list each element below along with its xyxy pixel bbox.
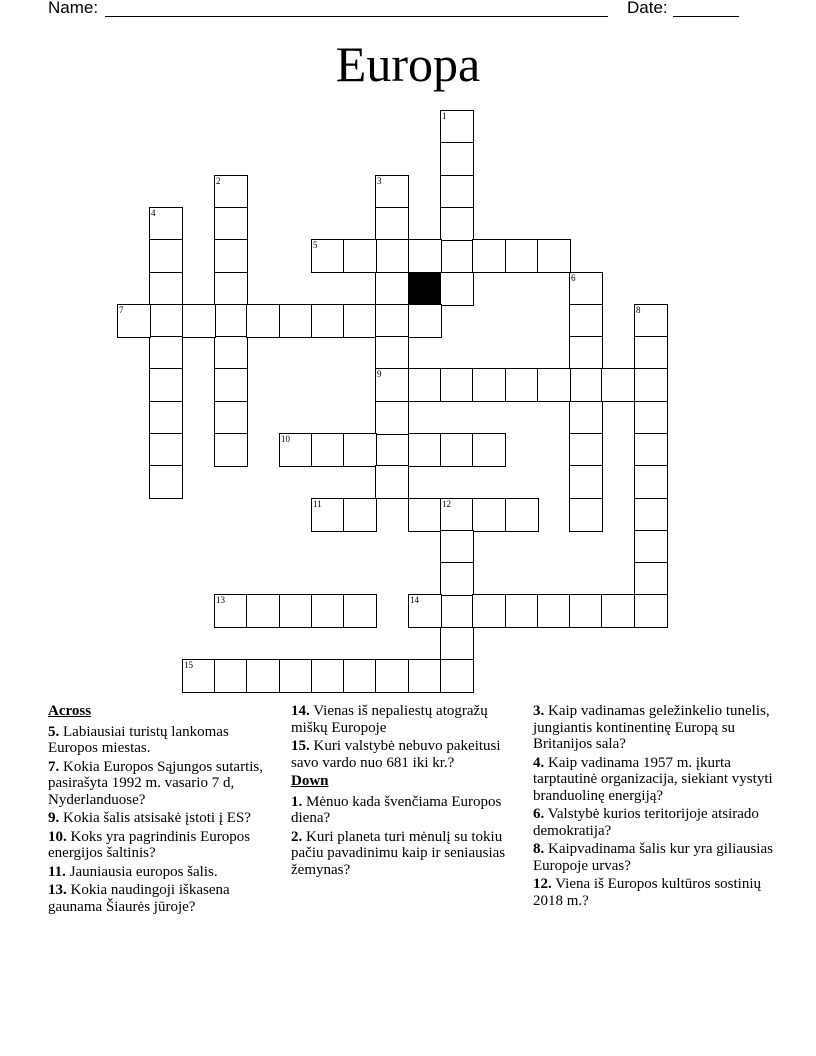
grid-cell[interactable] [537, 239, 571, 273]
grid-cell[interactable] [440, 562, 474, 596]
clue-number-label: 9 [377, 369, 382, 379]
grid-cell[interactable] [634, 401, 668, 435]
clue-number-label: 2 [216, 176, 221, 186]
grid-cell[interactable] [246, 594, 280, 628]
grid-cell[interactable] [375, 239, 409, 273]
grid-cell[interactable] [149, 401, 183, 435]
grid-cell[interactable] [440, 530, 474, 564]
grid-cell[interactable] [182, 659, 216, 693]
grid-cell[interactable] [505, 498, 539, 532]
grid-cell[interactable] [505, 594, 539, 628]
grid-cell[interactable] [149, 304, 183, 338]
clue-number: 13. [48, 882, 67, 898]
clue-number-label: 12 [442, 499, 451, 509]
grid-cell[interactable] [569, 304, 603, 338]
grid-cell[interactable] [505, 368, 539, 402]
grid-cell[interactable] [440, 627, 474, 661]
clue-number: 4. [533, 754, 545, 771]
grid-cell[interactable] [343, 594, 377, 628]
clue-number-label: 8 [636, 305, 641, 315]
grid-cell[interactable] [279, 594, 313, 628]
grid-cell[interactable] [149, 239, 183, 273]
grid-cell[interactable] [440, 272, 474, 306]
grid-cell[interactable] [375, 175, 409, 209]
clue-text: Kaipvadinama šalis kur yra giliausias Europoje urvas? [533, 841, 773, 874]
grid-cell[interactable] [472, 594, 506, 628]
grid-cell[interactable] [343, 304, 377, 338]
grid-cell[interactable] [440, 433, 474, 467]
grid-cell[interactable] [472, 433, 506, 467]
grid-cell[interactable] [214, 401, 248, 435]
grid-cell[interactable] [214, 175, 248, 209]
grid-cell[interactable] [440, 368, 474, 402]
grid-cell[interactable] [440, 142, 474, 176]
clue-down-8 [533, 841, 773, 874]
clue-down-2 [291, 829, 513, 879]
grid-cell[interactable] [408, 433, 442, 467]
grid-cell[interactable] [246, 304, 280, 338]
clue-text: Kaip vadinama 1957 m. įkurta tarptautinė organizacija, siekiant vystyti branduolinę energiją? [533, 754, 773, 804]
clue-number: 7. [48, 758, 60, 775]
grid-cell[interactable] [375, 659, 409, 693]
grid-cell[interactable] [149, 465, 183, 499]
grid-cell[interactable] [117, 304, 151, 338]
grid-cell[interactable] [311, 304, 345, 338]
grid-cell[interactable] [472, 368, 506, 402]
crossword-grid [117, 110, 667, 692]
clue-across-14 [291, 703, 513, 736]
clue-text: Vienas iš nepaliestų atogražų miškų Europoje [291, 703, 488, 736]
grid-cell[interactable] [440, 498, 474, 532]
clue-number-label: 7 [119, 305, 124, 315]
clue-text: Kuri planeta turi mėnulį su tokiu pačiu pavadinimu kaip ir seniausias žemynas? [291, 828, 506, 878]
grid-cell[interactable] [279, 433, 313, 467]
across-heading: Across [48, 703, 92, 719]
grid-cell[interactable] [343, 239, 377, 273]
grid-cell[interactable] [634, 433, 668, 467]
name-label: Name: [48, 0, 99, 17]
grid-cell[interactable] [375, 207, 409, 241]
clue-number-label: 4 [151, 208, 156, 218]
grid-cell[interactable] [440, 659, 474, 693]
clue-down-12 [533, 876, 773, 909]
grid-cell[interactable] [408, 498, 442, 532]
grid-cell[interactable] [149, 207, 183, 241]
grid-cell[interactable] [408, 594, 442, 628]
grid-cell[interactable] [634, 498, 668, 532]
grid-cell[interactable] [569, 336, 603, 370]
clue-number: 2. [291, 828, 303, 845]
date-label: Date: [627, 0, 668, 17]
clue-column-1 [48, 703, 270, 917]
grid-cell[interactable] [537, 594, 571, 628]
clue-text: Jauniausia europos šalis. [69, 863, 218, 880]
clue-number: 1. [291, 793, 303, 810]
clue-across-15 [291, 738, 513, 771]
date-line[interactable] [673, 16, 739, 17]
grid-cell[interactable] [440, 175, 474, 209]
grid-cell[interactable] [375, 272, 409, 306]
grid-cell[interactable] [601, 368, 635, 402]
clue-number: 12. [533, 876, 552, 892]
grid-cell[interactable] [214, 304, 248, 338]
puzzle-title: Europa [335, 36, 481, 92]
grid-cell[interactable] [214, 433, 248, 467]
clue-across-10 [48, 829, 270, 862]
clue-text: Kaip vadinamas geležinkelio tunelis, jungiantis kontinentinę Europą su Britanijos sala? [533, 703, 770, 752]
clue-column-3 [533, 703, 773, 911]
clue-number: 8. [533, 841, 545, 857]
clue-number: 15. [291, 738, 310, 754]
clue-text: Kuri valstybė nebuvo pakeitusi savo vardo nuo 681 iki kr.? [291, 738, 501, 771]
clue-text: Labiausiai turistų lankomas Europos miestas. [48, 723, 229, 756]
grid-cell[interactable] [182, 304, 216, 338]
grid-cell[interactable] [634, 562, 668, 596]
clue-number-label: 14 [410, 595, 419, 605]
grid-cell[interactable] [634, 304, 668, 338]
clue-number-label: 15 [184, 660, 193, 670]
grid-cell[interactable] [569, 368, 603, 402]
grid-cell[interactable] [214, 272, 248, 306]
grid-cell[interactable] [569, 594, 603, 628]
clue-text: Mėnuo kada švenčiama Europos diena? [291, 793, 502, 826]
name-line[interactable] [105, 16, 608, 17]
grid-cell[interactable] [375, 304, 409, 338]
grid-cell[interactable] [601, 594, 635, 628]
grid-cell[interactable] [214, 336, 248, 370]
grid-cell[interactable] [149, 272, 183, 306]
clue-across-9 [48, 810, 270, 827]
grid-cell[interactable] [634, 594, 668, 628]
clue-down-6 [533, 806, 773, 839]
grid-cell[interactable] [634, 530, 668, 564]
clue-text: Kokia Europos Sąjungos sutartis, pasirašyta 1992 m. vasario 7 d, Nyderlanduose? [48, 758, 263, 808]
clue-number-label: 11 [313, 499, 322, 509]
grid-cell[interactable] [343, 659, 377, 693]
grid-cell[interactable] [311, 239, 345, 273]
clue-across-7 [48, 759, 270, 809]
clue-number-label: 1 [442, 111, 447, 121]
clue-number-label: 13 [216, 595, 225, 605]
clue-number: 10. [48, 828, 67, 845]
clue-text: Valstybė kurios teritorijoje atsirado demokratija? [533, 806, 759, 839]
grid-cell[interactable] [634, 336, 668, 370]
grid-block [408, 272, 442, 306]
grid-cell[interactable] [569, 465, 603, 499]
grid-cell[interactable] [246, 659, 280, 693]
grid-cell[interactable] [569, 498, 603, 532]
grid-cell[interactable] [214, 239, 248, 273]
grid-cell[interactable] [505, 239, 539, 273]
clue-number: 11. [48, 863, 66, 880]
grid-cell[interactable] [440, 207, 474, 241]
grid-cell[interactable] [279, 659, 313, 693]
clue-number: 14. [291, 703, 310, 719]
clue-down-3 [533, 703, 773, 753]
grid-cell[interactable] [343, 433, 377, 467]
grid-cell[interactable] [634, 465, 668, 499]
clue-number-label: 10 [281, 434, 290, 444]
clue-text: Viena iš Europos kultūros sostinių 2018 m.? [533, 876, 761, 909]
grid-cell[interactable] [311, 498, 345, 532]
clue-text: Kokia naudingoji iškasena gaunama Šiaurės jūroje? [48, 882, 230, 915]
clue-down-4 [533, 755, 773, 805]
grid-cell[interactable] [214, 207, 248, 241]
grid-cell[interactable] [149, 433, 183, 467]
clue-number: 3. [533, 703, 545, 719]
grid-cell[interactable] [634, 368, 668, 402]
clue-column-2 [291, 703, 513, 880]
grid-cell[interactable] [214, 659, 248, 693]
grid-cell[interactable] [408, 659, 442, 693]
clue-number: 6. [533, 806, 545, 822]
grid-cell[interactable] [537, 368, 571, 402]
grid-cell[interactable] [214, 594, 248, 628]
grid-cell[interactable] [375, 465, 409, 499]
grid-cell[interactable] [408, 239, 442, 273]
grid-cell[interactable] [149, 336, 183, 370]
grid-cell[interactable] [375, 401, 409, 435]
grid-cell[interactable] [375, 368, 409, 402]
grid-cell[interactable] [472, 498, 506, 532]
header-row [0, 0, 816, 20]
clue-text: Kokia šalis atsisakė įstoti į ES? [63, 810, 251, 826]
grid-cell[interactable] [569, 433, 603, 467]
grid-cell[interactable] [311, 659, 345, 693]
grid-cell[interactable] [311, 594, 345, 628]
clue-number-label: 6 [571, 273, 576, 283]
grid-cell[interactable] [569, 401, 603, 435]
grid-cell[interactable] [408, 368, 442, 402]
grid-cell[interactable] [149, 368, 183, 402]
clue-down-1 [291, 794, 513, 827]
clue-number: 9. [48, 810, 60, 826]
grid-cell[interactable] [440, 110, 474, 144]
grid-cell[interactable] [279, 304, 313, 338]
grid-cell[interactable] [375, 336, 409, 370]
down-heading: Down [291, 773, 329, 789]
clue-across-11 [48, 864, 270, 881]
clue-number-label: 3 [377, 176, 382, 186]
clue-text: Koks yra pagrindinis Europos energijos šaltinis? [48, 828, 251, 861]
grid-cell[interactable] [408, 304, 442, 338]
grid-cell[interactable] [214, 368, 248, 402]
clue-across-13 [48, 882, 270, 915]
grid-cell[interactable] [343, 498, 377, 532]
grid-cell[interactable] [569, 272, 603, 306]
grid-cell[interactable] [472, 239, 506, 273]
clue-across-5 [48, 724, 270, 757]
clue-number: 5. [48, 723, 60, 740]
clue-number-label: 5 [313, 240, 318, 250]
grid-cell[interactable] [311, 433, 345, 467]
